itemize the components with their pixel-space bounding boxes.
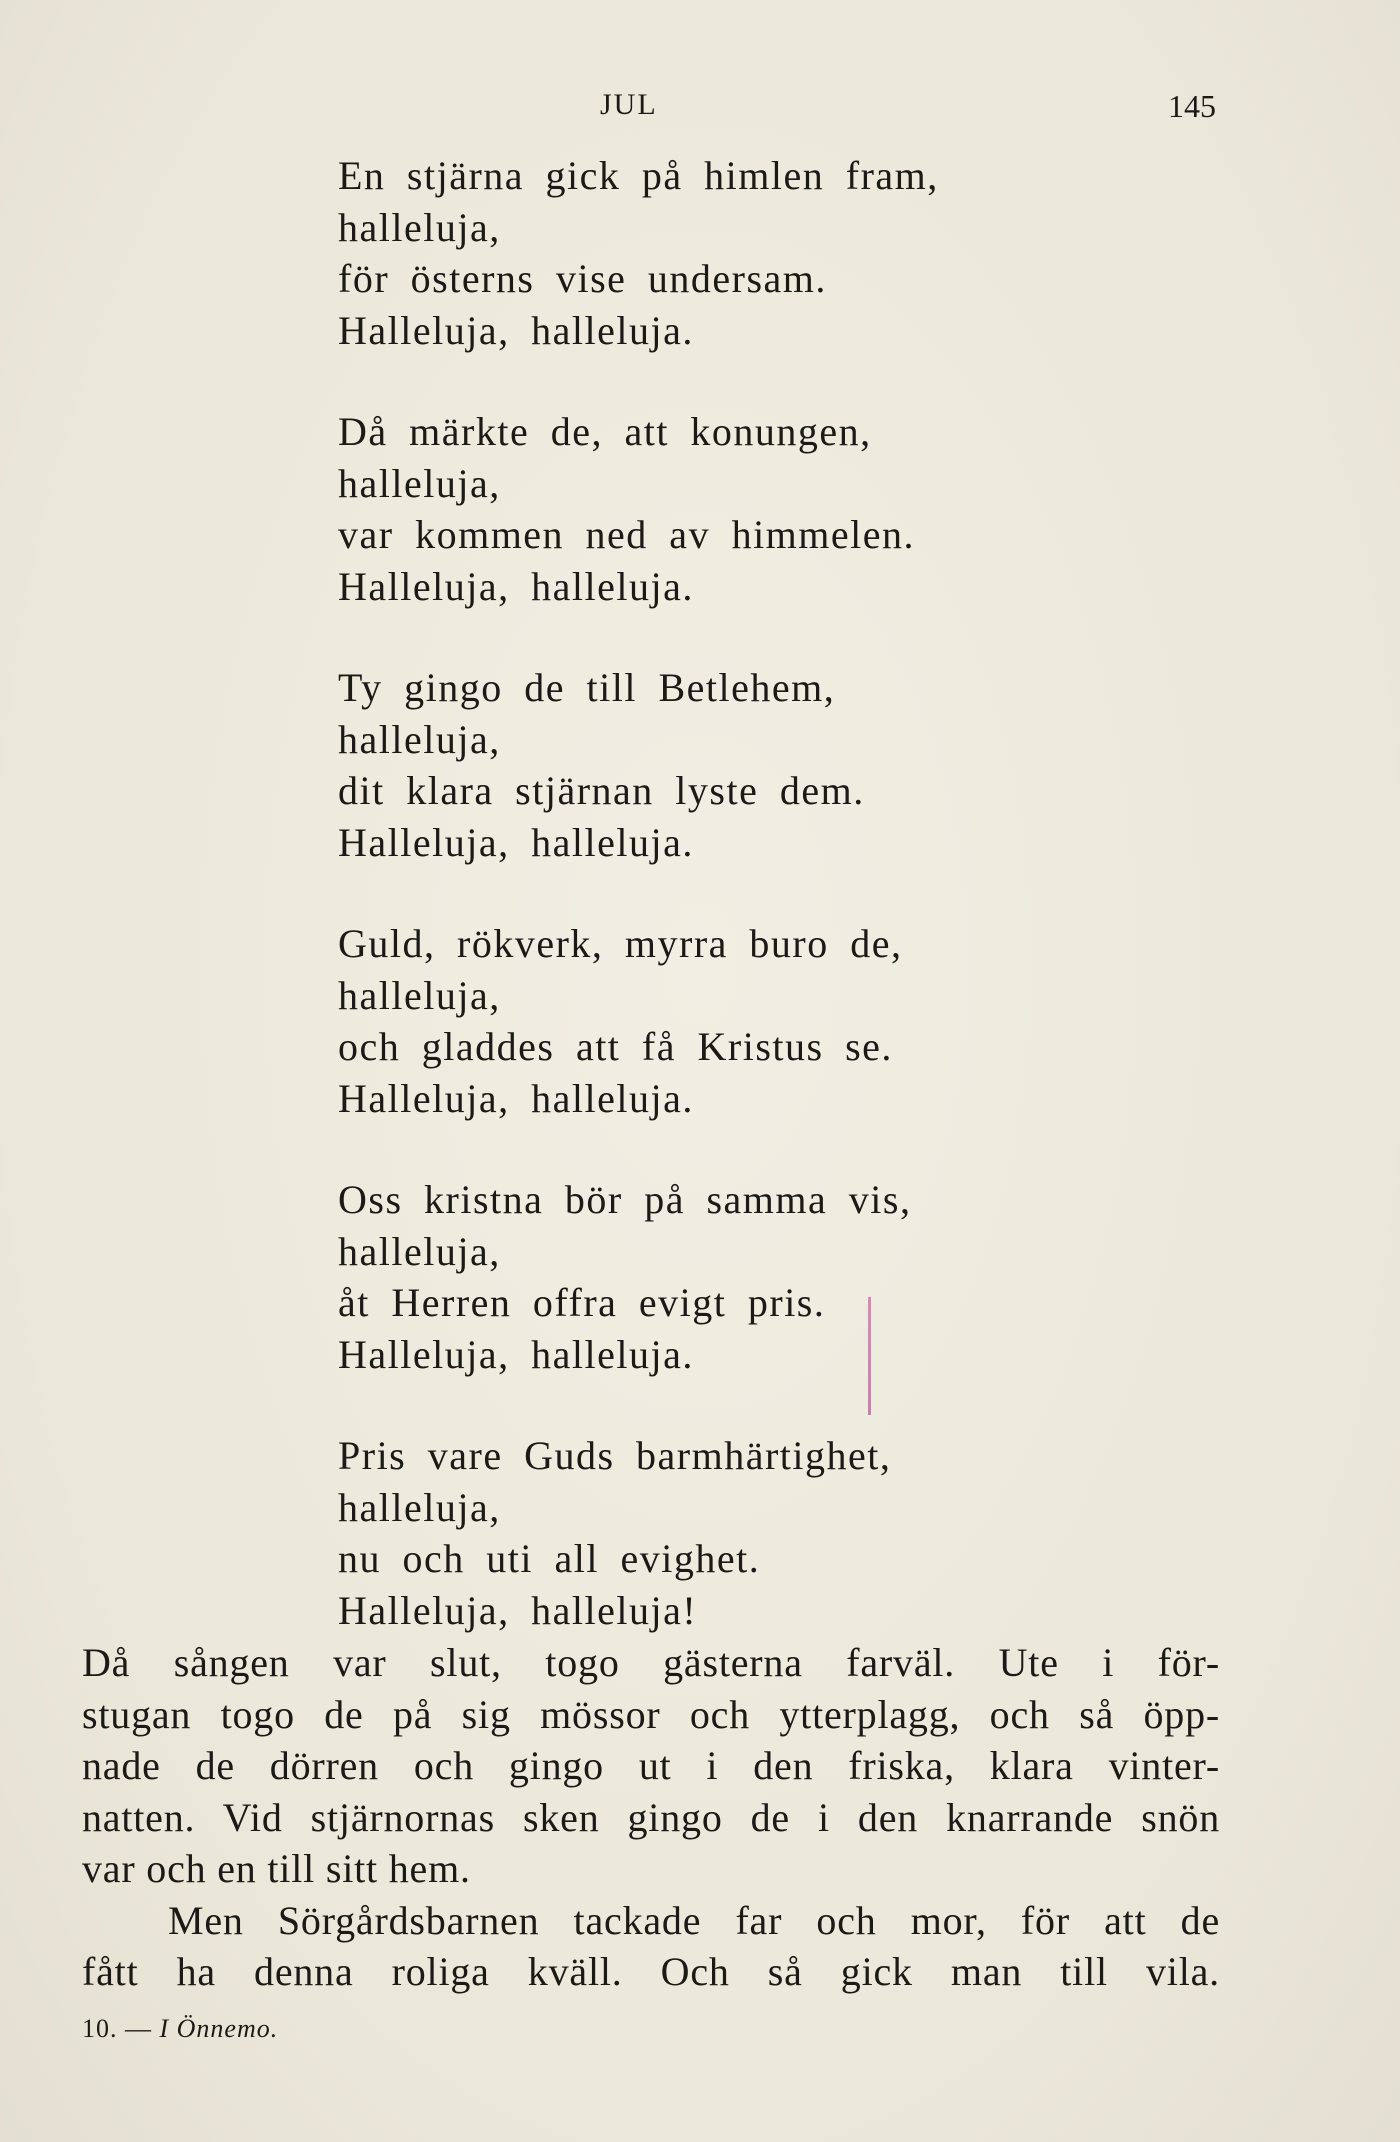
stanza-5 (338, 1174, 1138, 1380)
verse-line: Oss kristna bör på samma vis, (338, 1177, 912, 1222)
verse-line: var kommen ned av himmelen. (338, 512, 916, 557)
verse-line: halleluja, (338, 1484, 501, 1530)
prose-line: fått ha denna roliga kväll. Och så gick man till vila. (82, 1949, 1220, 1994)
paragraph-1 (82, 1637, 1220, 1895)
verse-line: Halleluja, halleluja. (338, 819, 694, 865)
verse-line: Halleluja, halleluja. (338, 563, 694, 609)
verse-line: åt Herren offra evigt pris. (338, 1280, 826, 1325)
stanza-4 (338, 918, 1138, 1124)
verse-line: halleluja, (338, 972, 501, 1018)
prose-line: var och en till sitt hem. (82, 1846, 471, 1891)
prose-line: Men Sörgårdsbarnen tackade far och mor, för att de (168, 1897, 1220, 1943)
verse-line: Halleluja, halleluja. (338, 307, 694, 353)
prose-line: Då sången var slut, togo gästerna farväl. Ute i för- (82, 1640, 1220, 1685)
pen-mark (868, 1297, 871, 1415)
prose-line: nade de dörren och gingo ut i den friska, klara vinter- (82, 1743, 1220, 1788)
running-title: JUL (600, 88, 658, 121)
verse-line: för österns vise undersam. (338, 256, 827, 301)
stanza-3 (338, 662, 1138, 868)
prose-body (82, 1637, 1220, 1998)
paragraph-2 (82, 1895, 1220, 1998)
verse-line: Pris vare Guds barmhärtighet, (338, 1433, 892, 1478)
verse-line: Halleluja, halleluja! (338, 1587, 698, 1633)
prose-line: natten. Vid stjärnornas sken gingo de i den knarrande snön (82, 1794, 1220, 1840)
stanza-2 (338, 406, 1138, 612)
signature-line (82, 2014, 278, 2044)
verse-line: och gladdes att få Kristus se. (338, 1024, 893, 1069)
verse-line: dit klara stjärnan lyste dem. (338, 768, 865, 813)
verse-line: halleluja, (338, 460, 501, 506)
signature-number: 10. (82, 2014, 118, 2043)
verse-line: En stjärna gick på himlen fram, (338, 153, 939, 198)
verse-line: nu och uti all evighet. (338, 1536, 761, 1581)
verse-line: halleluja, (338, 716, 501, 762)
prose-line: stugan togo de på sig mössor och ytterplagg, och så öpp- (82, 1691, 1220, 1737)
stanza-1 (338, 150, 1138, 356)
running-head (0, 88, 1400, 128)
verse-line: Halleluja, halleluja. (338, 1075, 694, 1121)
book-title: I Önnemo. (159, 2014, 279, 2043)
verse-line: Guld, rökverk, myrra buro de, (338, 921, 903, 966)
verse-line: Då märkte de, att konungen, (338, 409, 872, 454)
verse-line: halleluja, (338, 1228, 501, 1274)
signature-dash: — (125, 2014, 152, 2043)
page-number: 145 (1168, 88, 1216, 124)
verse-line: halleluja, (338, 204, 501, 250)
poem (338, 150, 1138, 1686)
stanza-6 (338, 1430, 1138, 1636)
verse-line: Halleluja, halleluja. (338, 1331, 694, 1377)
verse-line: Ty gingo de till Betlehem, (338, 665, 836, 710)
